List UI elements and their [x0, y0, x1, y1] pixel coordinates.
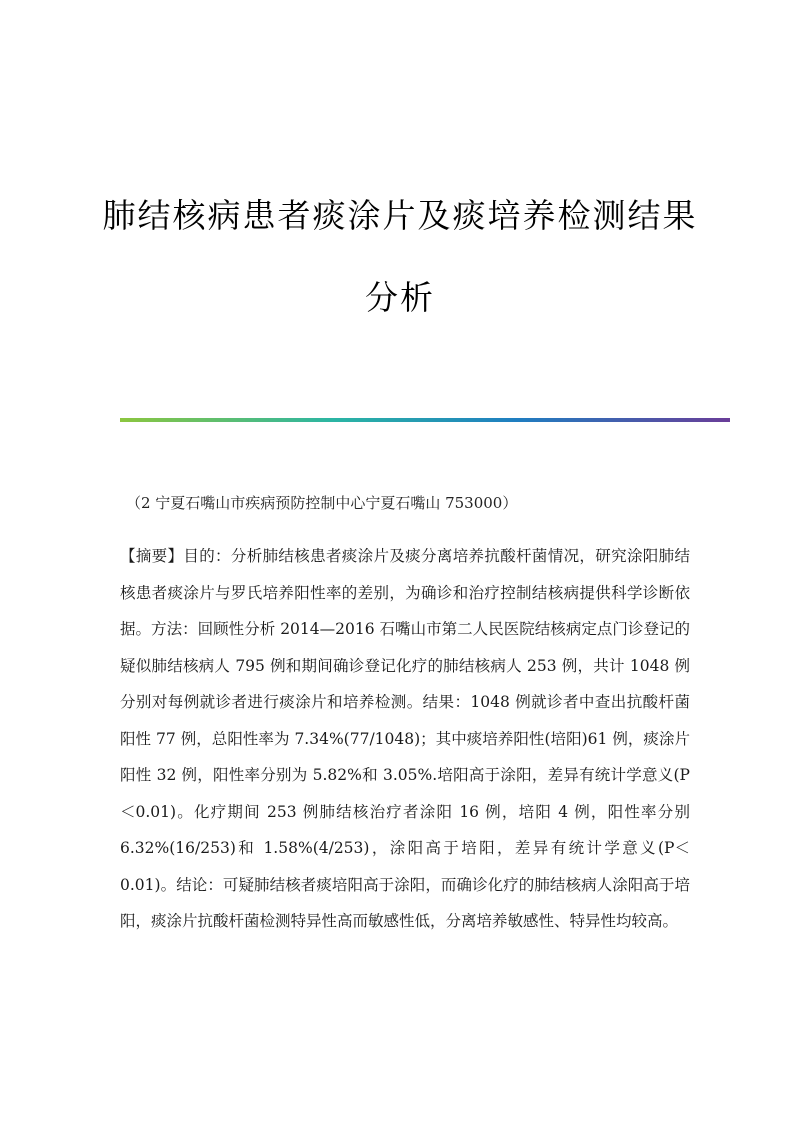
document-title-line-1: 肺结核病患者痰涂片及痰培养检测结果 — [102, 196, 698, 235]
author-affiliation: （2 宁夏石嘴山市疾病预防控制中心宁夏石嘴山 753000） — [126, 494, 518, 512]
abstract-paragraph: 【摘要】目的：分析肺结核患者痰涂片及痰分离培养抗酸杆菌情况，研究涂阳肺结核患者痰涂片与罗氏培养阳性率的差别，为确诊和治疗控制结核病提供科学诊断依据。方法：回顾性分析 2014—2016 石嘴山市第二人民医院结核病定点门诊登记的疑似肺结核病人 795 例和期间确诊登记化疗的肺结核病人 253 例，共计 1048 例分别对每例就诊者进行痰涂片和培养检测。结果：1048 例就诊者中查出抗酸杆菌阳性 77 例，总阳性率为 7.34%(77/1048)；其中痰培养阳性(培阳)61 例，痰涂片阳性 32 例，阳性率分别为 5.82%和 3.05%.培阳高于涂阳，差异有统计学意义(P＜0.01)。化疗期间 253 例肺结核治疗者涂阳 16 例，培阳 4 例，阳性率分别 6.32%(16/253)和 1.58%(4/253)，涂阳高于培阳，差异有统计学意义(P＜0.01)。结论：可疑肺结核者痰培阳高于涂阳，而确诊化疗的肺结核病人涂阳高于培阳，痰涂片抗酸杆菌检测特异性高而敏感性低，分离培养敏感性、特异性均较高。 — [120, 547, 690, 930]
gradient-divider — [120, 418, 730, 422]
document-title-line-2: 分析 — [365, 278, 435, 317]
